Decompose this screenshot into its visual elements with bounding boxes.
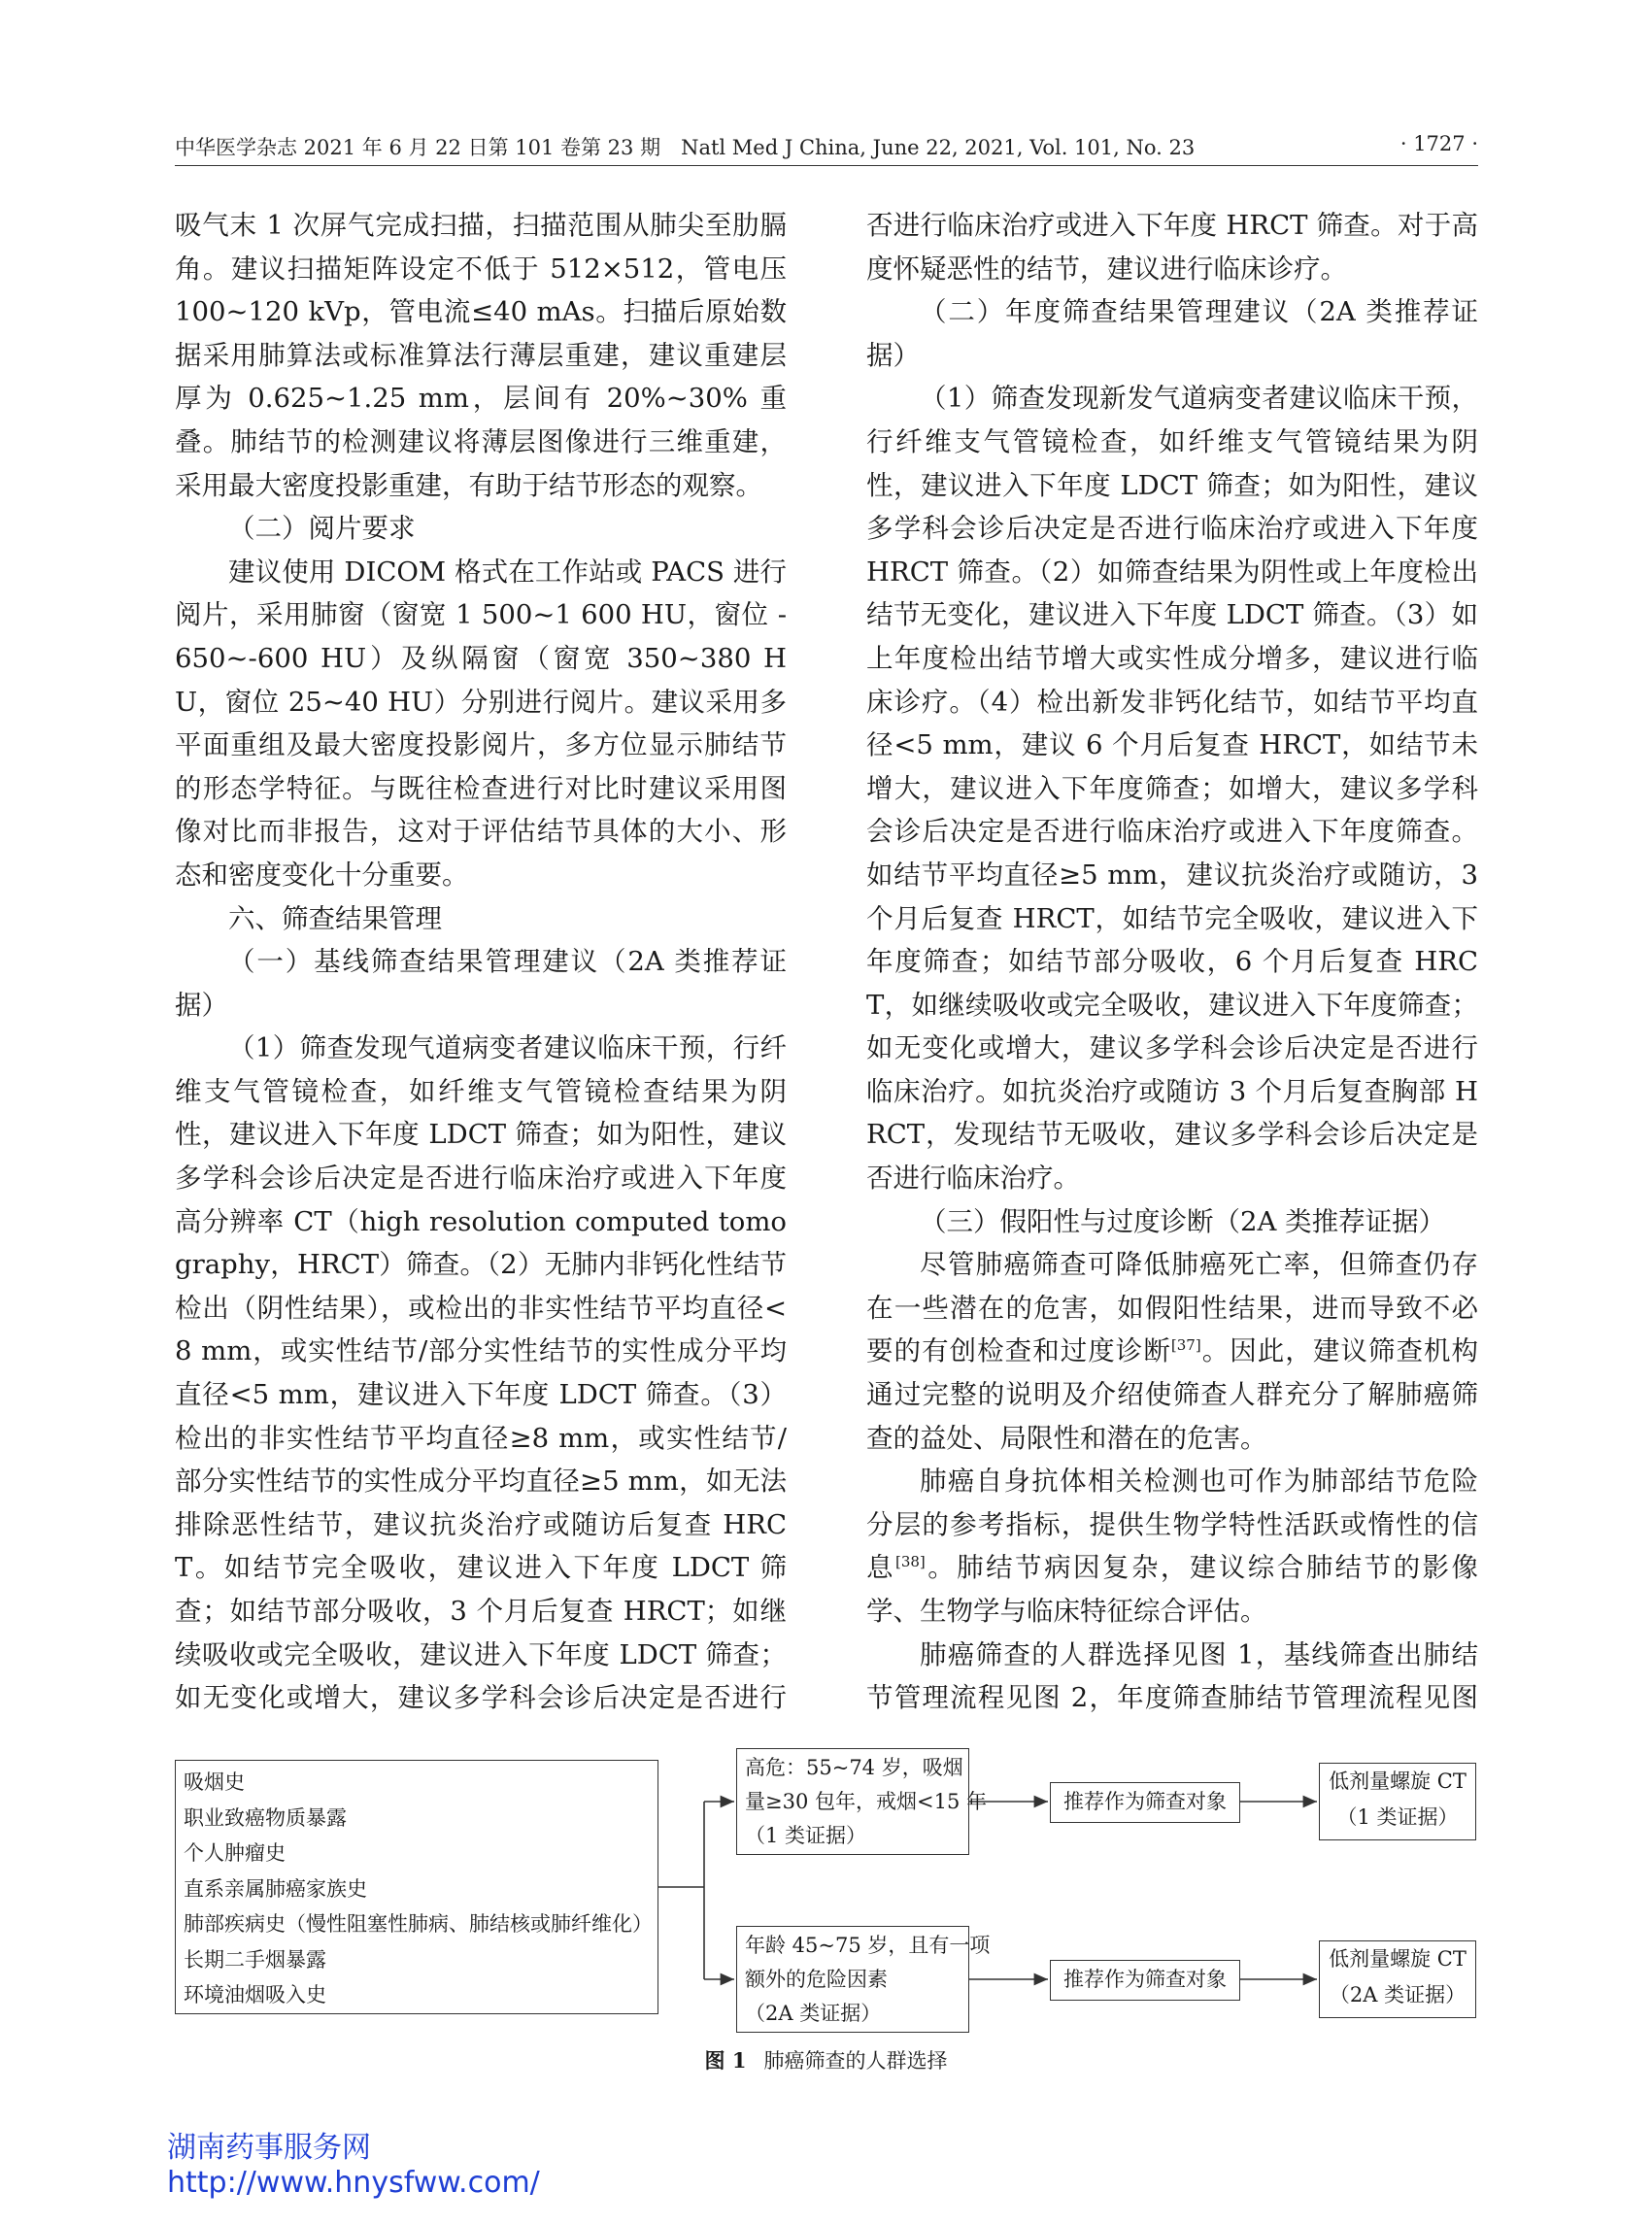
evidence-label: （1 类证据） (1336, 1805, 1459, 1829)
section-heading: （二）年度筛查结果管理建议（2A 类推荐证据） (866, 296, 1478, 371)
paragraph: （1）筛查发现新发气道病变者建议临床干预，行纤维支气管镜检查，如纤维支气管镜结果为阴性，建议进入下年度 LDCT 筛查；如为阳性，建议多学科会诊后决定是否进行临床治疗或进入下年度 HRCT 筛查。（2）如筛查结果为阴性或上年度检出结节无变化，建议进入下年度 LDCT 筛查。（3）如上年度检出结节增大或实性成分增多，建议进行临床诊疗。（4）检出新发非钙化结节，如结节平均直径<5 mm，建议 6 个月后复查 HRCT，如结节未增大，建议进入下年度筛查；如增大，建议多学科会诊后决定是否进行临床治疗或进入下年度筛查。如结节平均直径≥5 mm，建议抗炎治疗或随访，3 个月后复查 HRCT，如结节完全吸收，建议进入下年度筛查；如结节部分吸收，6 个月后复查 HRCT，如继续吸收或完全吸收，建议进入下年度筛查；如无变化或增大，建议多学科会诊后决定是否进行临床治疗。如抗炎治疗或随访 3 个月后复查胸部 HRCT，发现结节无吸收，建议多学科会诊后决定是否进行临床治疗。 (866, 383, 1478, 1195)
recommend-box-1: 推荐作为筛查对象 (1050, 1782, 1240, 1823)
high-risk-line: 高危：55~74 岁，吸烟 (745, 1756, 963, 1779)
citation-ref[interactable]: [37] (1170, 1336, 1201, 1355)
ldct-label: 低剂量螺旋 CT (1329, 1770, 1467, 1793)
risk-factor-item: 肺部疾病史（慢性阻塞性肺病、肺结核或肺纤维化） (184, 1912, 653, 1936)
paragraph: 吸气末 1 次屏气完成扫描，扫描范围从肺尖至肋膈角。建议扫描矩阵设定不低于 512×512，管电压 100~120 kVp，管电流≤40 mAs。扫描后原始数据采用肺算法或标准算法行薄层重建，建议重建层厚为 0.625~1.25 mm，层间有 20%~30% 重叠。肺结节的检测建议将薄层图像进行三维重建，采用最大密度投影重建，有助于结节形态的观察。 (175, 210, 787, 501)
section-heading: （一）基线筛查结果管理建议（2A 类推荐证据） (175, 946, 787, 1021)
paragraph (866, 1243, 1478, 1460)
risk-factor-item: 职业致癌物质暴露 (184, 1805, 347, 1830)
left-column (175, 204, 787, 1719)
risk-factors-box (175, 1760, 658, 2014)
paragraph: （1）筛查发现气道病变者建议临床干预，行纤维支气管镜检查，如纤维支气管镜检查结果为阴性，建议进入下年度 LDCT 筛查；如为阳性，建议多学科会诊后决定是否进行临床治疗或进入下年度高分辨率 CT（high resolution computed tomography，HRCT）筛查。（2）无肺内非钙化性结节检出（阴性结果），或检出的非实性结节平均直径<8 mm，或实性结节/部分实性结节的实性成分平均直径<5 mm，建议进入下年度 LDCT 筛查。（3）检出的非实性结节平均直径≥8 mm，或实性结节/部分实性结节的实性成分平均直径≥5 mm，如无法排除恶性结节，建议抗炎治疗或随访后复查 HRCT。如结节完全吸收，建议进入下年度 LDCT 筛查；如结节部分吸收，3 个月后复查 HRCT；如继续吸收或完全吸收，建议进入下年度 LDCT 筛查；如无变化或增大，建议多学科会诊后决定是否进行 (175, 1032, 787, 1714)
risk-factor-item: 环境油烟吸入史 (184, 1983, 326, 2006)
figure-caption (0, 2045, 1652, 2074)
running-header (175, 132, 1478, 171)
paragraph-text: 。因此，建议筛查机构通过完整的说明及介绍使筛查人群充分了解肺癌筛查的益处、局限性和潜在的危害。 (866, 1335, 1478, 1454)
paragraph-text: 肺癌自身抗体相关检测也可作为肺部结节危险分层的参考指标，提供生物学特性活跃或惰性的信息 (866, 1466, 1478, 1584)
ldct-box-1 (1319, 1763, 1476, 1840)
section-heading: （二）阅片要求 (228, 513, 416, 545)
mid-risk-box (736, 1926, 991, 2033)
citation-ref[interactable]: [38] (894, 1553, 926, 1571)
high-risk-box (736, 1748, 987, 1855)
section-heading: （三）假阳性与过度诊断（2A 类推荐证据） (920, 1205, 1446, 1237)
risk-factor-item: 直系亲属肺癌家族史 (184, 1876, 367, 1901)
high-risk-line: （1 类证据） (745, 1824, 867, 1847)
watermark-name: 湖南药事服务网 (167, 2131, 371, 2165)
paragraph-text: 。肺结节病因复杂，建议综合肺结节的影像学、生物学与临床特征综合评估。 (866, 1552, 1478, 1627)
header-rule (175, 165, 1478, 166)
high-risk-line: 量≥30 包年，戒烟<15 年 (745, 1790, 987, 1813)
watermark-url[interactable]: http://www.hnysfww.com/ (167, 2166, 540, 2200)
ldct-box-2 (1319, 1940, 1476, 2018)
right-column (866, 204, 1478, 1719)
paragraph: 肺癌筛查的人群选择见图 1，基线筛查出肺结节管理流程见图 2，年度筛查肺结节管理流程见图 (866, 1638, 1478, 1714)
evidence-label: （2A 类证据） (1329, 1983, 1467, 2006)
mid-risk-line: 年龄 45~75 岁，且有一项 (745, 1934, 991, 1957)
risk-factor-item: 个人肿瘤史 (184, 1841, 286, 1865)
risk-factor-item: 吸烟史 (184, 1770, 245, 1794)
ldct-label: 低剂量螺旋 CT (1329, 1947, 1467, 1971)
recommend-box-2: 推荐作为筛查对象 (1050, 1960, 1240, 2001)
paragraph: 否进行临床治疗或进入下年度 HRCT 筛查。对于高度怀疑恶性的结节，建议进行临床诊疗。 (866, 210, 1478, 285)
section-heading: 六、筛查结果管理 (228, 902, 442, 934)
page-number: · 1727 · (1399, 132, 1478, 155)
journal-citation: 中华医学杂志 2021 年 6 月 22 日第 101 卷第 23 期 Natl Med J China, June 22, 2021, Vol. 101, No. 23 (175, 136, 1196, 159)
paragraph (866, 1460, 1478, 1633)
paragraph: 建议使用 DICOM 格式在工作站或 PACS 进行阅片，采用肺窗（窗宽 1 500~1 600 HU，窗位 -650~-600 HU）及纵隔窗（窗宽 350~380 HU，窗位 25~40 HU）分别进行阅片。建议采用多平面重组及最大密度投影阅片，多方位显示肺结节的形态学特征。与既往检查进行对比时建议采用图像对比而非报告，这对于评估结节具体的大小、形态和密度变化十分重要。 (175, 556, 787, 891)
site-watermark (167, 2131, 540, 2201)
paragraph-text: 尽管肺癌筛查可降低肺癌死亡率，但筛查仍存在一些潜在的危害，如假阳性结果，进而导致不必要的有创检查和过度诊断 (866, 1249, 1478, 1367)
mid-risk-line: （2A 类证据） (745, 2002, 882, 2025)
figure-number: 图 1 (704, 2048, 747, 2073)
risk-factor-item: 长期二手烟暴露 (184, 1947, 326, 1972)
mid-risk-line: 额外的危险因素 (745, 1968, 888, 1991)
figure-title: 肺癌筛查的人群选择 (763, 2049, 948, 2073)
